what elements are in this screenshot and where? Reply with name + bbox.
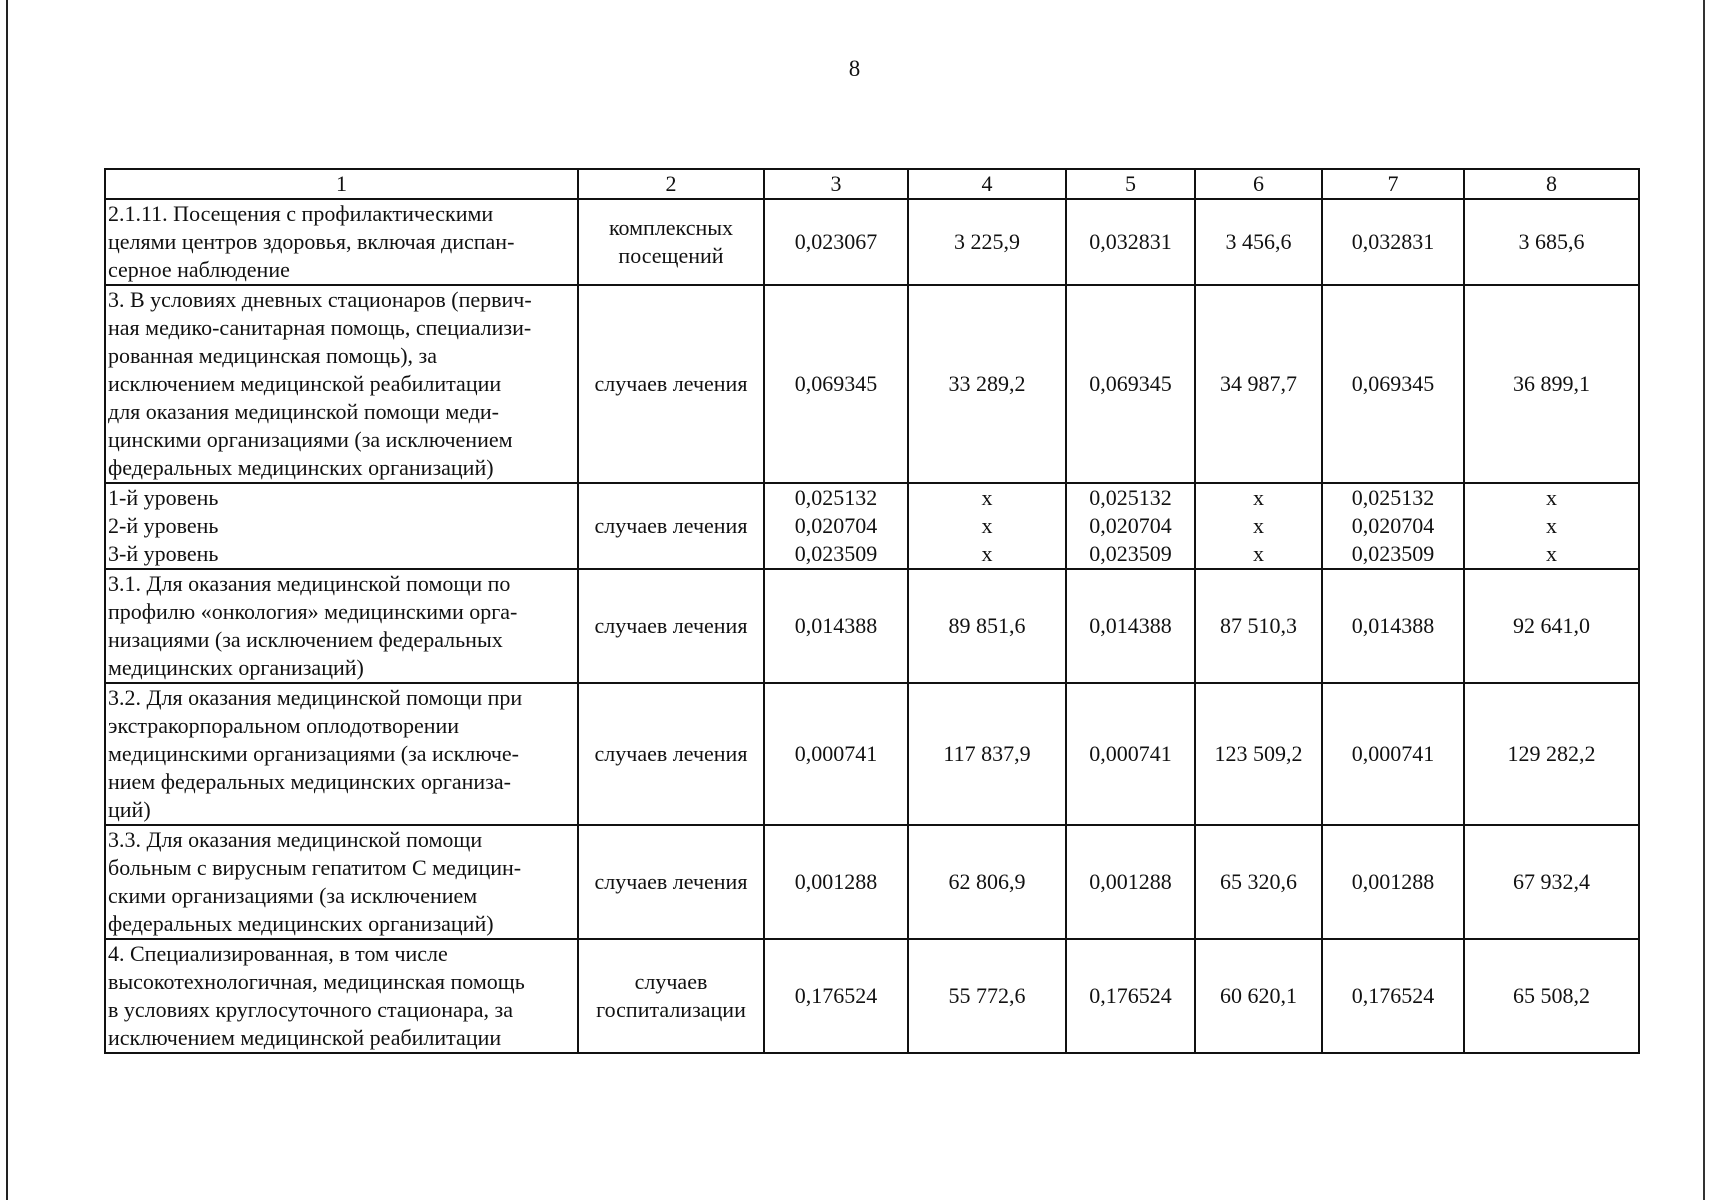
value-line: 123 509,2 <box>1214 741 1303 766</box>
value-line: х <box>1546 541 1557 566</box>
value-line: х <box>981 513 993 538</box>
value-line: 3 685,6 <box>1518 229 1585 254</box>
description-line: рованная медицинская помощь), за <box>108 343 438 368</box>
value-line: 89 851,6 <box>948 613 1026 638</box>
unit-line: случаев <box>634 969 708 994</box>
unit-cell <box>578 683 764 825</box>
description-line: для оказания медицинской помощи меди- <box>108 399 500 424</box>
description-line: больным с вирусным гепатитом С медицин- <box>108 855 522 880</box>
value-line: 0,025132 <box>1351 485 1435 510</box>
value-cell <box>1195 483 1322 569</box>
value-line: 34 987,7 <box>1220 371 1297 396</box>
column-number: 4 <box>908 169 1066 199</box>
value-cell <box>1464 285 1639 483</box>
column-number: 1 <box>105 169 578 199</box>
description-line: 3.2. Для оказания медицинской помощи при <box>108 685 523 710</box>
value-cell <box>1464 569 1639 683</box>
value-line: 0,001288 <box>1351 869 1435 894</box>
value-cell <box>1322 483 1464 569</box>
value-cell <box>908 285 1066 483</box>
row-description <box>105 683 578 825</box>
value-cell <box>1066 569 1195 683</box>
scan-right-edge <box>1703 0 1705 1200</box>
value-line: 0,023509 <box>794 541 878 566</box>
value-line: 0,001288 <box>1089 869 1172 894</box>
value-line: 62 806,9 <box>948 869 1026 894</box>
description-line: экстракорпоральном оплодотворении <box>108 713 460 738</box>
value-line: 0,000741 <box>794 741 878 766</box>
value-cell <box>1195 569 1322 683</box>
value-line: 0,014388 <box>794 613 878 638</box>
column-number: 7 <box>1322 169 1464 199</box>
column-number: 3 <box>764 169 908 199</box>
value-cell <box>908 483 1066 569</box>
value-cell <box>1464 199 1639 285</box>
value-line: 0,000741 <box>1351 741 1435 766</box>
value-cell <box>1195 199 1322 285</box>
description-line: высокотехнологичная, медицинская помощь <box>108 969 525 994</box>
value-line: 0,176524 <box>794 983 878 1008</box>
value-line: 0,176524 <box>1351 983 1435 1008</box>
value-line: 92 641,0 <box>1513 613 1590 638</box>
value-line: 0,014388 <box>1351 613 1435 638</box>
scan-left-edge <box>6 0 8 1200</box>
description-line: цинскими организациями (за исключением <box>108 427 513 452</box>
unit-cell <box>578 199 764 285</box>
value-cell <box>908 199 1066 285</box>
value-cell <box>908 825 1066 939</box>
value-line: х <box>1253 513 1264 538</box>
description-line: федеральных медицинских организаций) <box>108 455 494 480</box>
value-cell <box>1464 939 1639 1053</box>
value-line: х <box>1546 513 1557 538</box>
value-line: 36 899,1 <box>1513 371 1590 396</box>
value-cell <box>764 569 908 683</box>
description-line: исключением медицинской реабилитации <box>108 371 502 396</box>
value-cell <box>1195 825 1322 939</box>
description-line: 2-й уровень <box>108 513 219 538</box>
column-number: 5 <box>1066 169 1195 199</box>
description-line: серное наблюдение <box>108 257 290 282</box>
value-line: 0,023509 <box>1089 541 1172 566</box>
value-cell <box>1322 285 1464 483</box>
value-line: х <box>1546 485 1557 510</box>
table-row <box>105 483 1639 569</box>
value-line: 117 837,9 <box>943 741 1031 766</box>
description-line: низациями (за исключением федеральных <box>108 627 503 652</box>
value-cell <box>764 285 908 483</box>
value-cell <box>764 825 908 939</box>
value-cell <box>764 683 908 825</box>
description-line: целями центров здоровья, включая диспан- <box>108 229 515 254</box>
value-line: 3 225,9 <box>954 229 1020 254</box>
value-line: 87 510,3 <box>1220 613 1297 638</box>
data-table <box>104 168 1640 1054</box>
unit-line: случаев лечения <box>594 741 748 766</box>
value-cell <box>1464 683 1639 825</box>
description-line: 3.3. Для оказания медицинской помощи <box>108 827 483 852</box>
description-line: ная медико-санитарная помощь, специализи- <box>108 315 532 340</box>
value-cell <box>1066 199 1195 285</box>
value-line: 0,032831 <box>1351 229 1435 254</box>
unit-cell <box>578 285 764 483</box>
column-number: 2 <box>578 169 764 199</box>
value-line: 0,020704 <box>794 513 878 538</box>
unit-line: комплексных <box>608 215 734 240</box>
description-line: медицинских организаций) <box>108 655 364 680</box>
value-line: х <box>981 541 993 566</box>
value-cell <box>908 569 1066 683</box>
unit-line: случаев лечения <box>594 371 748 396</box>
value-line: 0,014388 <box>1089 613 1172 638</box>
value-line: 0,023067 <box>794 229 878 254</box>
row-description <box>105 939 578 1053</box>
value-cell <box>1066 285 1195 483</box>
description-line: 3.1. Для оказания медицинской помощи по <box>108 571 511 596</box>
value-cell <box>1322 939 1464 1053</box>
row-description <box>105 569 578 683</box>
unit-line: посещений <box>618 243 724 268</box>
value-cell <box>1322 569 1464 683</box>
description-line: 4. Специализированная, в том числе <box>108 941 448 966</box>
value-cell <box>764 483 908 569</box>
value-cell <box>1066 825 1195 939</box>
unit-cell <box>578 569 764 683</box>
value-line: 0,069345 <box>1351 371 1435 396</box>
value-cell <box>1066 683 1195 825</box>
row-description <box>105 483 578 569</box>
unit-cell <box>578 483 764 569</box>
table-row <box>105 683 1639 825</box>
value-cell <box>1322 199 1464 285</box>
value-line: 129 282,2 <box>1507 741 1596 766</box>
value-line: 0,069345 <box>794 371 878 396</box>
description-line: медицинскими организациями (за исключе- <box>108 741 519 766</box>
column-number-row <box>105 169 1639 199</box>
value-line: х <box>1253 541 1264 566</box>
value-cell <box>1322 683 1464 825</box>
value-cell <box>1066 939 1195 1053</box>
value-line: 60 620,1 <box>1220 983 1297 1008</box>
value-cell <box>1464 825 1639 939</box>
value-line: 55 772,6 <box>948 983 1026 1008</box>
description-line: 3. В условиях дневных стационаров (первич- <box>108 287 532 312</box>
description-line: исключением медицинской реабилитации <box>108 1025 502 1050</box>
description-line: 1-й уровень <box>108 485 219 510</box>
value-line: 0,176524 <box>1089 983 1172 1008</box>
value-line: х <box>1253 485 1264 510</box>
value-line: 65 508,2 <box>1513 983 1590 1008</box>
value-cell <box>1322 825 1464 939</box>
value-cell <box>1195 683 1322 825</box>
page-number: 8 <box>848 56 861 81</box>
description-line: нием федеральных медицинских организа- <box>108 769 511 794</box>
row-description <box>105 825 578 939</box>
row-description <box>105 285 578 483</box>
table-row <box>105 569 1639 683</box>
description-line: ций) <box>108 797 151 822</box>
unit-line: случаев лечения <box>594 513 748 538</box>
table-row <box>105 285 1639 483</box>
description-line: в условиях круглосуточного стационара, за <box>108 997 514 1022</box>
description-line: 3-й уровень <box>108 541 219 566</box>
value-cell <box>908 939 1066 1053</box>
unit-cell <box>578 939 764 1053</box>
value-line: 65 320,6 <box>1220 869 1297 894</box>
description-line: профилю «онкология» медицинскими орга- <box>108 599 518 624</box>
column-number: 6 <box>1195 169 1322 199</box>
value-cell <box>1464 483 1639 569</box>
value-line: 0,020704 <box>1351 513 1435 538</box>
value-line: 33 289,2 <box>948 371 1026 396</box>
value-cell <box>908 683 1066 825</box>
description-line: скими организациями (за исключением <box>108 883 478 908</box>
value-line: 0,001288 <box>794 869 878 894</box>
value-line: 0,000741 <box>1089 741 1172 766</box>
value-cell <box>1066 483 1195 569</box>
description-line: 2.1.11. Посещения с профилактическими <box>108 201 494 226</box>
value-line: х <box>981 485 993 510</box>
value-line: 0,025132 <box>1089 485 1172 510</box>
table-row <box>105 199 1639 285</box>
row-description <box>105 199 578 285</box>
value-line: 3 456,6 <box>1225 229 1292 254</box>
value-line: 0,032831 <box>1089 229 1172 254</box>
value-line: 0,023509 <box>1351 541 1435 566</box>
value-cell <box>1195 285 1322 483</box>
column-number: 8 <box>1464 169 1639 199</box>
unit-line: случаев лечения <box>594 613 748 638</box>
value-cell <box>1195 939 1322 1053</box>
unit-line: случаев лечения <box>594 869 748 894</box>
value-line: 67 932,4 <box>1513 869 1590 894</box>
unit-line: госпитализации <box>596 997 746 1022</box>
table-row <box>105 939 1639 1053</box>
description-line: федеральных медицинских организаций) <box>108 911 494 936</box>
value-cell <box>764 199 908 285</box>
value-cell <box>764 939 908 1053</box>
value-line: 0,025132 <box>794 485 878 510</box>
unit-cell <box>578 825 764 939</box>
table-row <box>105 825 1639 939</box>
value-line: 0,069345 <box>1089 371 1172 396</box>
value-line: 0,020704 <box>1089 513 1172 538</box>
